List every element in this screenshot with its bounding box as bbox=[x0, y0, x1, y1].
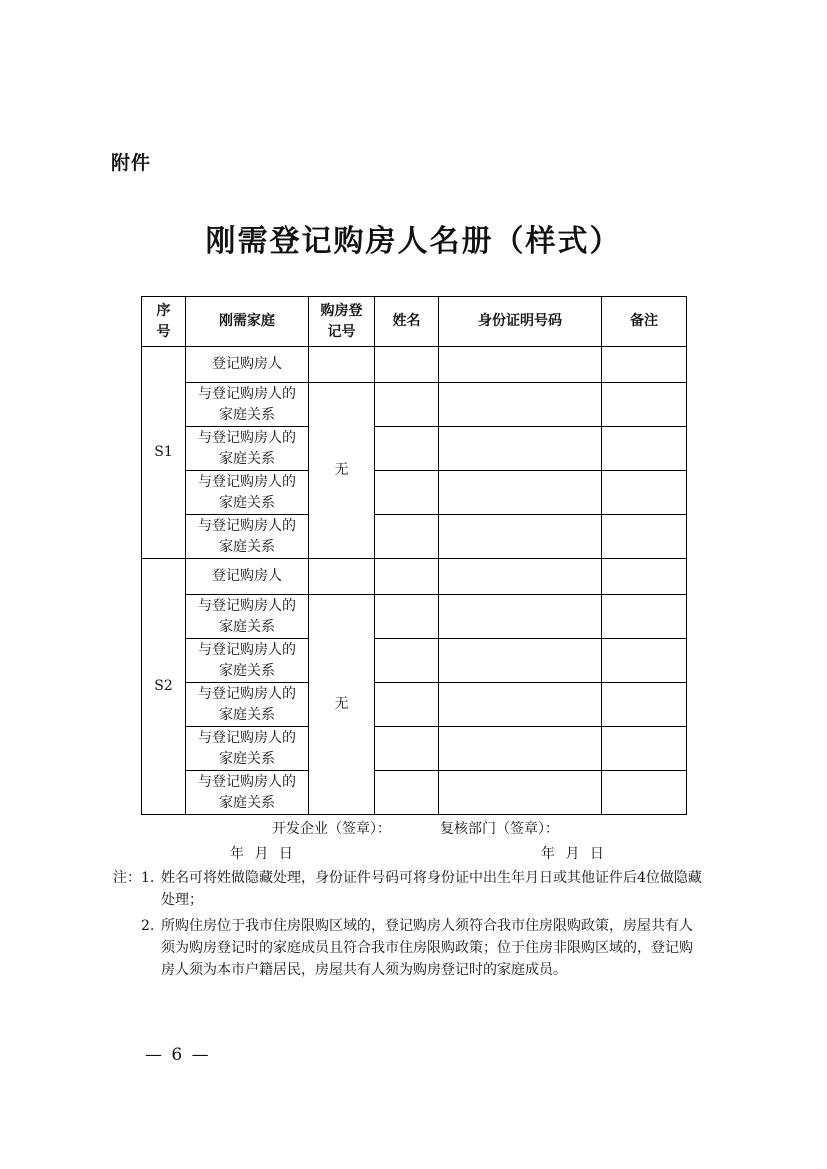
developer-signature-label: 开发企业（签章）： bbox=[272, 821, 391, 837]
remarks-cell bbox=[602, 683, 687, 727]
household-role-cell: 登记购房人 bbox=[186, 347, 309, 383]
note-text: 姓名可将姓做隐藏处理，身份证件号码可将身份证中出生年月日或其他证件后4位做隐藏处理； bbox=[161, 870, 702, 908]
table-header-row bbox=[142, 297, 687, 347]
remarks-cell bbox=[602, 471, 687, 515]
remarks-cell bbox=[602, 347, 687, 383]
remarks-cell bbox=[602, 559, 687, 595]
note-item bbox=[141, 867, 706, 911]
remarks-cell bbox=[602, 515, 687, 559]
attachment-label: 附件 bbox=[111, 152, 152, 174]
reg-no-cell: 无 bbox=[309, 383, 375, 559]
household-role-cell: 与登记购房人的家庭关系 bbox=[186, 683, 309, 727]
household-role-cell: 与登记购房人的家庭关系 bbox=[186, 515, 309, 559]
id-number-cell bbox=[439, 515, 602, 559]
remarks-cell bbox=[602, 595, 687, 639]
table-row bbox=[142, 383, 687, 427]
household-role-cell: 与登记购房人的家庭关系 bbox=[186, 471, 309, 515]
household-role-cell: 与登记购房人的家庭关系 bbox=[186, 595, 309, 639]
col-header-reg-no: 购房登记号 bbox=[309, 297, 375, 347]
note-text: 所购住房位于我市住房限购区域的，登记购房人须符合我市住房限购政策，房屋共有人须为购房登记时的家庭成员且符合我市住房限购政策；位于住房非限购区域的，登记购房人须为本市户籍居民，房屋共有人须为购房登记时的家庭成员。 bbox=[161, 918, 693, 978]
reviewer-date: 年 月 日 bbox=[541, 846, 604, 862]
remarks-cell bbox=[602, 383, 687, 427]
household-role-cell: 与登记购房人的家庭关系 bbox=[186, 427, 309, 471]
reg-no-cell bbox=[309, 347, 375, 383]
name-cell bbox=[375, 771, 439, 815]
name-cell bbox=[375, 559, 439, 595]
name-cell bbox=[375, 639, 439, 683]
household-role-cell: 与登记购房人的家庭关系 bbox=[186, 727, 309, 771]
table-row bbox=[142, 347, 687, 383]
household-role-cell: 与登记购房人的家庭关系 bbox=[186, 771, 309, 815]
id-number-cell bbox=[439, 727, 602, 771]
remarks-cell bbox=[602, 427, 687, 471]
page-number: — 6 — bbox=[145, 1045, 211, 1065]
name-cell bbox=[375, 727, 439, 771]
remarks-cell bbox=[602, 771, 687, 815]
developer-date: 年 月 日 bbox=[230, 846, 293, 862]
table-row bbox=[142, 727, 687, 771]
name-cell bbox=[375, 471, 439, 515]
name-cell bbox=[375, 595, 439, 639]
household-role-cell: 与登记购房人的家庭关系 bbox=[186, 639, 309, 683]
table-row bbox=[142, 595, 687, 639]
table-row bbox=[142, 639, 687, 683]
note-item bbox=[141, 915, 706, 981]
table-row bbox=[142, 683, 687, 727]
col-header-seq: 序号 bbox=[142, 297, 186, 347]
name-cell bbox=[375, 683, 439, 727]
table-row bbox=[142, 427, 687, 471]
table-row bbox=[142, 515, 687, 559]
name-cell bbox=[375, 427, 439, 471]
seq-cell: S2 bbox=[142, 559, 186, 815]
table-row bbox=[142, 771, 687, 815]
id-number-cell bbox=[439, 559, 602, 595]
notes-lead: 注： bbox=[113, 870, 141, 886]
id-number-cell bbox=[439, 639, 602, 683]
reviewer-signature-label: 复核部门（签章）： bbox=[440, 821, 559, 837]
col-header-remarks: 备注 bbox=[602, 297, 687, 347]
name-cell bbox=[375, 515, 439, 559]
col-header-id-number: 身份证明号码 bbox=[439, 297, 602, 347]
id-number-cell bbox=[439, 471, 602, 515]
table-row bbox=[142, 471, 687, 515]
name-cell bbox=[375, 347, 439, 383]
col-header-household: 刚需家庭 bbox=[186, 297, 309, 347]
id-number-cell bbox=[439, 683, 602, 727]
id-number-cell bbox=[439, 347, 602, 383]
page-title: 刚需登记购房人名册（样式） bbox=[205, 224, 622, 259]
id-number-cell bbox=[439, 383, 602, 427]
roster-table bbox=[141, 296, 687, 815]
id-number-cell bbox=[439, 771, 602, 815]
remarks-cell bbox=[602, 639, 687, 683]
note-number: 1. bbox=[141, 870, 155, 886]
col-header-name: 姓名 bbox=[375, 297, 439, 347]
id-number-cell bbox=[439, 595, 602, 639]
remarks-cell bbox=[602, 727, 687, 771]
household-role-cell: 与登记购房人的家庭关系 bbox=[186, 383, 309, 427]
reg-no-cell bbox=[309, 559, 375, 595]
table-row bbox=[142, 559, 687, 595]
id-number-cell bbox=[439, 427, 602, 471]
name-cell bbox=[375, 383, 439, 427]
household-role-cell: 登记购房人 bbox=[186, 559, 309, 595]
seq-cell: S1 bbox=[142, 347, 186, 559]
note-number: 2. bbox=[141, 918, 155, 934]
reg-no-cell: 无 bbox=[309, 595, 375, 815]
